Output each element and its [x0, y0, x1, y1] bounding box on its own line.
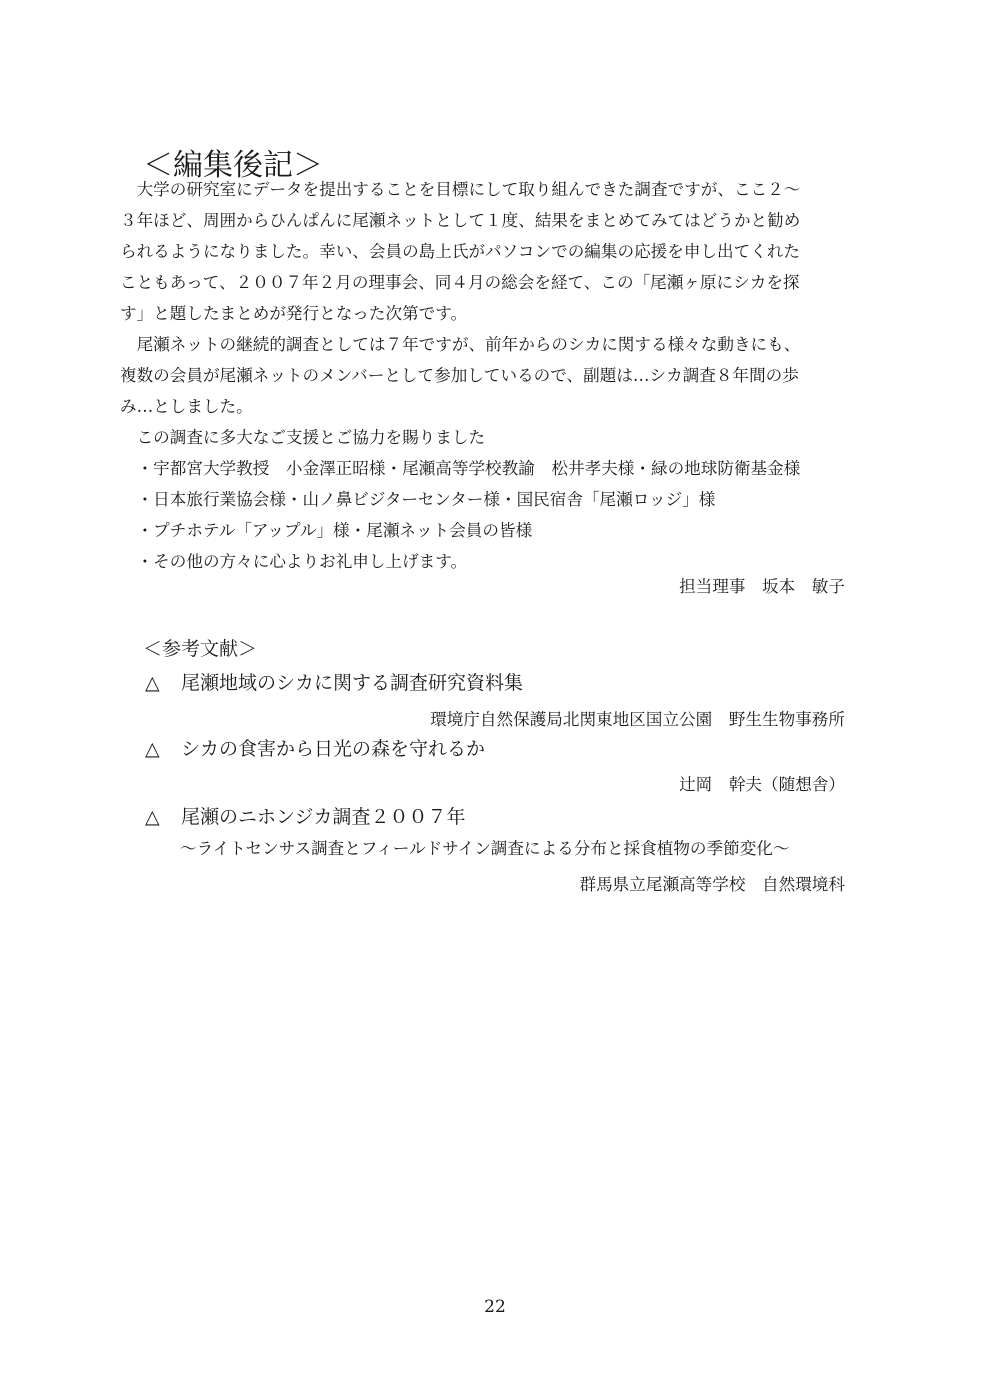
body-line: この調査に多大なご支援とご協力を賜りました: [120, 428, 486, 447]
reference-publisher: 辻岡 幹夫（随想舎）: [679, 775, 845, 794]
references-heading: ＜参考文献＞: [143, 638, 258, 660]
reference-publisher: 環境庁自然保護局北関東地区国立公園 野生生物事務所: [430, 710, 845, 729]
body-line: ・プチホテル「アップル」様・尾瀬ネット会員の皆様: [120, 521, 533, 540]
body-line: こともあって、２００７年２月の理事会、同４月の総会を経て、この「尾瀬ヶ原にシカを探: [120, 273, 800, 292]
body-line: られるようになりました。幸い、会員の島上氏がパソコンでの編集の応援を申し出てくれた: [120, 242, 801, 261]
body-line: 複数の会員が尾瀬ネットのメンバーとして参加しているので、副題は…シカ調査８年間の歩: [120, 366, 799, 385]
body-line: み…としました。: [120, 397, 253, 416]
body-line: ・その他の方々に心よりお礼申し上げます。: [120, 552, 468, 571]
body-line: ・宇都宮大学教授 小金澤正昭様・尾瀬高等学校教諭 松井孝夫様・緑の地球防衛基金様: [120, 459, 801, 478]
reference-publisher: 群馬県立尾瀬高等学校 自然環境科: [579, 875, 845, 894]
reference-subtitle: ～ライトセンサス調査とフィールドサイン調査による分布と採食植物の季節変化～: [180, 839, 790, 858]
editorial-signature: 担当理事 坂本 敏子: [679, 577, 845, 596]
triangle-icon: △: [145, 672, 160, 694]
reference-title: △ 尾瀬地域のシカに関する調査研究資料集: [145, 672, 524, 694]
reference-title: △ シカの食害から日光の森を守れるか: [145, 738, 486, 760]
body-line: す」と題したまとめが発行となった次第です。: [120, 304, 468, 323]
body-line: 大学の研究室にデータを提出することを目標にして取り組んできた調査ですが、ここ２～: [120, 180, 801, 199]
reference-title: △ 尾瀬のニホンジカ調査２００７年: [145, 806, 466, 828]
triangle-icon: △: [145, 806, 160, 828]
editorial-heading: ＜編集後記＞: [143, 148, 323, 183]
body-line: ・日本旅行業協会様・山ノ鼻ビジターセンター様・国民宿舎「尾瀬ロッジ」様: [120, 490, 716, 509]
body-line: ３年ほど、周囲からひんぱんに尾瀬ネットとして１度、結果をまとめてみてはどうかと勧め: [120, 211, 801, 230]
page-number: 22: [484, 1297, 506, 1317]
triangle-icon: △: [145, 738, 160, 760]
body-line: 尾瀬ネットの継続的調査としては７年ですが、前年からのシカに関する様々な動きにも、: [120, 335, 801, 354]
